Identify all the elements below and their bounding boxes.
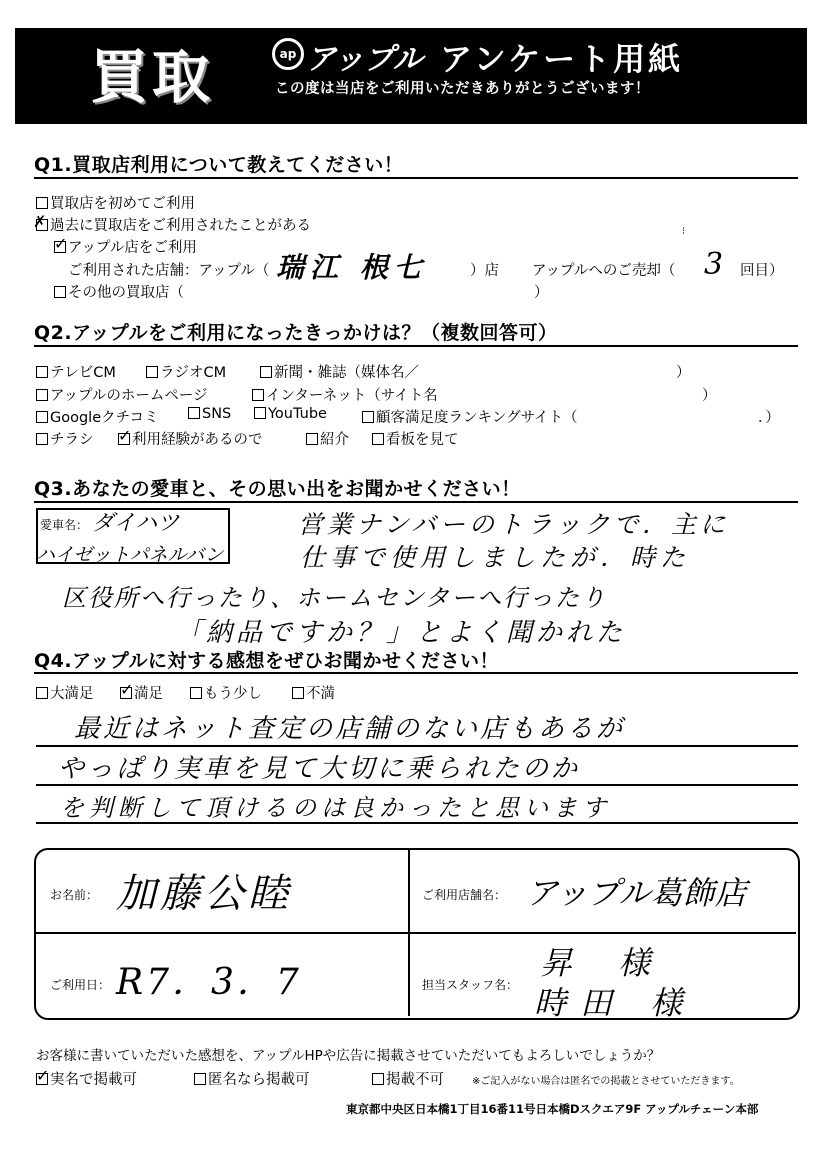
car-name-label: 愛車名： (40, 518, 89, 532)
q2-ranking-close: ．） (758, 410, 780, 426)
q2-option-google-label: Googleクチコミ (50, 410, 159, 426)
checkbox-checked[interactable] (33, 212, 48, 231)
store-value[interactable]: アップル葛飾店 (526, 874, 747, 912)
staff-value-1[interactable]: 昇 様 (540, 944, 669, 982)
checkbox[interactable] (190, 687, 202, 699)
q1-option-first-label: 買取店を初めてご利用 (50, 196, 195, 212)
kaitori-title: 買取 (90, 43, 215, 111)
q1-store-label: ご利用された店舗：アップル（ (68, 263, 270, 279)
q2-option-google[interactable] (36, 406, 159, 427)
q2-option-sns[interactable] (188, 406, 231, 422)
q2-option-flyer[interactable] (36, 428, 94, 449)
q2-option-experience[interactable] (118, 428, 263, 449)
consent-no-label: 掲載不可 (386, 1072, 444, 1088)
q3-line-2[interactable]: 仕事で使用しましたが．時た (300, 543, 691, 572)
q1-option-other[interactable] (54, 281, 184, 302)
checkbox-checked[interactable] (118, 426, 132, 445)
car-name-value-1[interactable]: ダイハツ (92, 511, 180, 536)
q4-option-very-label: 大満足 (50, 686, 94, 702)
form-subtitle: この度は当店をご利用いただきありがとうございます！ (275, 81, 650, 97)
q3-title: Q3.あなたの愛車と、その思い出をお聞かせください！ (34, 478, 521, 500)
checkbox[interactable] (36, 389, 48, 401)
q1-other-close: ） (534, 285, 549, 301)
q1-title: Q1.買取店利用について教えてください！ (34, 154, 404, 176)
consent-anon-label: 匿名なら掲載可 (208, 1072, 310, 1088)
apple-logo-icon: ap (272, 38, 304, 70)
q2-divider (34, 345, 798, 347)
q4-line-rule-1 (36, 745, 798, 747)
q4-option-unsat-label: 不満 (306, 686, 335, 702)
checkbox-checked[interactable] (54, 234, 68, 253)
consent-real[interactable] (36, 1068, 137, 1089)
q2-option-youtube-label: YouTube (268, 406, 327, 422)
q1-count-label: アップルへのご売却（ (532, 263, 676, 279)
q1-option-first[interactable] (36, 192, 195, 213)
check-mark-icon: ✗ (33, 212, 47, 231)
q2-option-flyer-label: チラシ (50, 432, 94, 448)
q2-option-radio-label: ラジオCM (160, 365, 227, 381)
q2-option-ranking-label: 顧客満足度ランキングサイト（ (376, 410, 578, 426)
checkbox-checked[interactable] (36, 1066, 50, 1085)
q1-option-past-label: 過去に買取店をご利用されたことがある (50, 218, 311, 234)
q2-option-radio[interactable] (146, 361, 226, 382)
q1-count-value[interactable]: 3 (704, 247, 724, 282)
q2-option-internet-label: インターネット（サイト名 (266, 388, 438, 404)
staff-value-2[interactable]: 時田 様 (534, 984, 697, 1022)
checkbox[interactable] (188, 407, 200, 419)
q2-option-sign[interactable] (372, 428, 459, 449)
q1-option-apple[interactable] (54, 236, 197, 257)
checkbox[interactable] (362, 411, 374, 423)
checkbox[interactable] (36, 687, 48, 699)
q1-option-apple-label: アップル店をご利用 (68, 240, 197, 256)
q2-option-ranking[interactable] (362, 406, 578, 427)
q1-store-suffix: ）店 (470, 263, 499, 279)
checkbox[interactable] (260, 366, 272, 378)
checkbox[interactable] (36, 433, 48, 445)
check-mark-icon: ✓ (118, 426, 132, 445)
name-label: お名前： (50, 888, 99, 902)
q2-option-news-label: 新聞・雑誌（媒体名／ (274, 365, 419, 381)
checkbox[interactable] (36, 411, 48, 423)
staff-label: 担当スタッフ名： (422, 978, 519, 992)
consent-note: ※ご記入がない場合は匿名での掲載とさせていただきます。 (472, 1076, 740, 1087)
checkbox[interactable] (306, 433, 318, 445)
q2-option-sns-label: SNS (202, 406, 232, 422)
q4-title: Q4.アップルに対する感想をぜひお聞かせください！ (34, 650, 500, 672)
q4-line-2[interactable]: やっぱり実車を見て大切に乗られたのか (58, 754, 581, 784)
checkbox[interactable] (372, 1073, 384, 1085)
consent-question: お客様に書いていただいた感想を、アップルHPや広告に掲載させていただいてもよろしいでしょうか？ (36, 1048, 661, 1064)
info-row-divider (36, 932, 796, 934)
q2-internet-close: ） (702, 388, 717, 404)
q4-divider (34, 672, 798, 674)
check-mark-icon: ✓ (36, 1066, 50, 1085)
car-name-value-2[interactable]: ハイゼットパネルバン (36, 544, 224, 566)
info-col-divider (408, 850, 410, 1016)
q4-option-little[interactable] (190, 682, 262, 703)
form-title: アンケート用紙 (440, 40, 684, 78)
date-label: ご利用日： (50, 978, 111, 992)
store-label: ご利用店舗名： (422, 888, 507, 902)
logo-text: アップル (306, 42, 423, 77)
q1-option-past[interactable] (33, 212, 311, 235)
check-mark-icon: ✓ (120, 680, 134, 699)
q2-option-intro-label: 紹介 (320, 432, 349, 448)
checkbox[interactable] (292, 687, 304, 699)
footer-address: 東京都中央区日本橋1丁目16番11号日本橋Dスクエア9F アップルチェーン本部 (346, 1102, 759, 1116)
checkbox[interactable] (372, 433, 384, 445)
q2-option-youtube[interactable] (254, 406, 327, 422)
checkbox[interactable] (36, 366, 48, 378)
consent-no[interactable] (372, 1068, 444, 1089)
q1-mark: ⁝ (682, 226, 686, 237)
q4-line-3[interactable]: を判断して頂けるのは良かったと思います (60, 794, 611, 822)
q2-option-tv-label: テレビCM (50, 365, 116, 381)
q1-store-value[interactable]: 瑞江 根七 (276, 251, 428, 284)
q3-line-4[interactable]: 「納品ですか？」とよく聞かれた (176, 618, 627, 648)
q2-option-homepage-label: アップルのホームページ (50, 388, 208, 404)
q2-option-sign-label: 看板を見て (386, 432, 459, 448)
q4-option-sat-label: 満足 (134, 686, 163, 702)
q2-title: Q2.アップルをご利用になったきっかけは？（複数回答可） (34, 322, 558, 344)
q2-option-intro[interactable] (306, 428, 349, 449)
checkbox[interactable] (254, 407, 266, 419)
q1-divider (34, 177, 798, 179)
consent-anon[interactable] (194, 1068, 310, 1089)
checkbox[interactable] (146, 366, 158, 378)
q3-line-1[interactable]: 営業ナンバーのトラックで．主に (298, 510, 730, 539)
q2-option-homepage[interactable] (36, 384, 208, 405)
q4-line-1[interactable]: 最近はネット査定の店舗のない店もあるが (74, 714, 626, 744)
name-value[interactable]: 加藤公睦 (116, 871, 292, 917)
q1-count-suffix: 回目） (740, 263, 784, 279)
checkbox[interactable] (54, 286, 66, 298)
checkbox[interactable] (194, 1073, 206, 1085)
date-value[interactable]: R7．3．7 (116, 962, 302, 1003)
checkbox-checked[interactable] (120, 680, 134, 699)
q3-line-3[interactable]: 区役所へ行ったり、ホームセンターへ行ったり (62, 584, 608, 612)
q2-option-internet[interactable] (252, 384, 438, 405)
q3-divider (34, 501, 798, 503)
q2-option-news[interactable] (260, 361, 419, 382)
checkbox[interactable] (252, 389, 264, 401)
q4-option-little-label: もう少し (204, 686, 262, 702)
checkbox[interactable] (36, 197, 48, 209)
q4-option-unsat[interactable] (292, 682, 335, 703)
consent-real-label: 実名で掲載可 (50, 1072, 137, 1088)
check-mark-icon: ✓ (54, 234, 68, 253)
q4-option-very[interactable] (36, 682, 94, 703)
q2-option-tv[interactable] (36, 361, 116, 382)
q1-option-other-label: その他の買取店（ (68, 285, 184, 301)
q2-option-experience-label: 利用経験があるので (132, 432, 263, 448)
q2-news-close: ） (676, 365, 691, 381)
q4-option-sat[interactable] (120, 682, 163, 703)
